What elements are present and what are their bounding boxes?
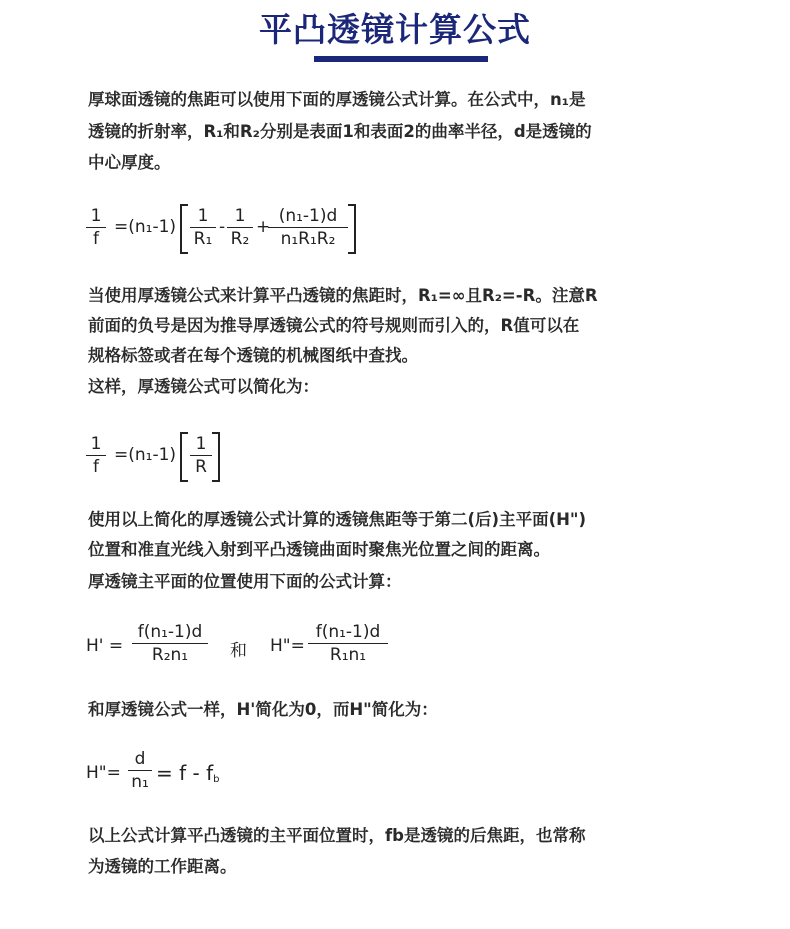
h-double-prime-label: H"= — [86, 763, 121, 783]
subscript: b — [213, 774, 220, 785]
page-title: 平凸透镜计算公式 — [259, 10, 531, 49]
formula-thick-lens — [86, 200, 386, 260]
formula-rhs: = f - f — [156, 761, 214, 785]
term3-denominator: n₁R₁R₂ — [280, 229, 336, 249]
text-line: 前面的负号是因为推导厚透镜公式的符号规则而引入的，R值可以在 — [88, 316, 580, 335]
formula-simplified — [86, 428, 246, 488]
text-line: 为透镜的工作距离。 — [88, 857, 237, 876]
right-bracket — [212, 432, 220, 482]
h-double-prime-label: H"= — [270, 636, 305, 656]
left-bracket — [180, 204, 188, 254]
text-line: 中心厚度。 — [88, 153, 171, 172]
minus-sign: - — [219, 217, 226, 237]
h-double-prime-denominator: R₁n₁ — [329, 645, 367, 665]
lhs-denominator: f — [93, 229, 99, 249]
text-line: 和厚透镜公式一样，H'简化为0，而H"简化为： — [88, 700, 438, 719]
term1-numerator: 1 — [190, 206, 216, 228]
formula-factor: =(n₁-1) — [114, 217, 177, 237]
term1-denominator: R₁ — [193, 229, 213, 249]
left-bracket — [180, 432, 188, 482]
h-prime-numerator: f(n₁-1)d — [132, 622, 208, 644]
h-prime-label: H' = — [86, 636, 124, 656]
formula-factor: =(n₁-1) — [114, 445, 177, 465]
term-denominator: R — [195, 457, 207, 477]
plus-sign: + — [256, 217, 271, 237]
formula-h-double-prime — [86, 745, 286, 801]
term3-numerator: (n₁-1)d — [268, 206, 348, 228]
denominator: n₁ — [131, 772, 149, 792]
lhs-denominator: f — [93, 457, 99, 477]
term2-numerator: 1 — [227, 206, 253, 228]
and-word: 和 — [230, 641, 247, 661]
text-line: 以上公式计算平凸透镜的主平面位置时，fb是透镜的后焦距，也常称 — [88, 826, 586, 845]
h-prime-denominator: R₂n₁ — [151, 645, 189, 665]
text-line: 这样，厚透镜公式可以简化为： — [88, 377, 319, 396]
text-line: 规格标签或者在每个透镜的机械图纸中查找。 — [88, 346, 418, 365]
formula-principal-planes — [86, 620, 406, 676]
text-line: 厚透镜主平面的位置使用下面的公式计算： — [88, 572, 402, 591]
title-underline — [314, 56, 488, 62]
lhs-numerator: 1 — [86, 206, 106, 228]
text-line: 使用以上简化的厚透镜公式计算的透镜焦距等于第二(后)主平面(H") — [88, 510, 587, 529]
lhs-numerator: 1 — [86, 434, 106, 456]
text-line: 当使用厚透镜公式来计算平凸透镜的焦距时，R₁=∞且R₂=-R。注意R — [88, 286, 598, 305]
term2-denominator: R₂ — [230, 229, 250, 249]
term-numerator: 1 — [190, 434, 212, 456]
h-double-prime-numerator: f(n₁-1)d — [308, 622, 388, 644]
text-line: 透镜的折射率，R₁和R₂分别是表面1和表面2的曲率半径，d是透镜的 — [88, 122, 592, 141]
text-line: 位置和准直光线入射到平凸透镜曲面时聚焦光位置之间的距离。 — [88, 540, 550, 559]
numerator: d — [128, 749, 152, 771]
text-line: 厚球面透镜的焦距可以使用下面的厚透镜公式计算。在公式中，n₁是 — [88, 90, 586, 109]
right-bracket — [348, 204, 356, 254]
